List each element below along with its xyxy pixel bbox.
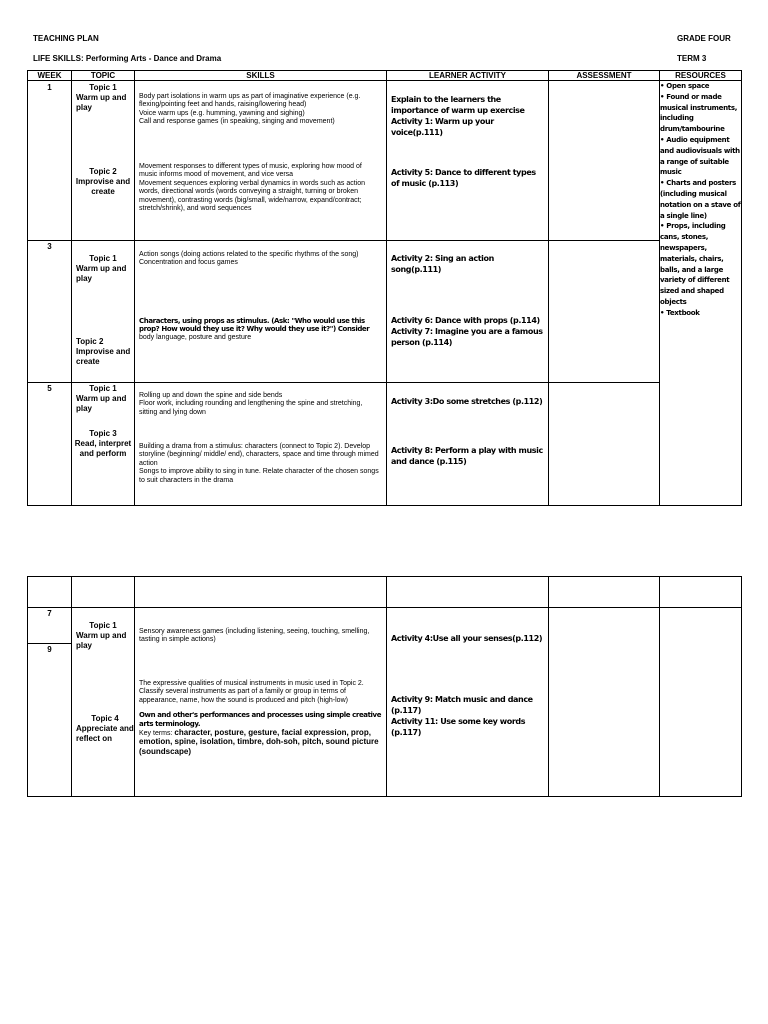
skills-cell	[135, 241, 387, 383]
topic-cell	[72, 241, 135, 383]
skills-cell	[135, 383, 387, 506]
table-row	[28, 241, 742, 383]
skills-text: body language, posture and gesture	[139, 333, 252, 341]
week-number: 1	[47, 83, 52, 92]
skills-text-bold: Own and other's performances and processes using simple creative arts terminology.	[139, 711, 382, 728]
empty-cell	[549, 577, 660, 608]
assessment-cell	[549, 608, 660, 797]
empty-cell	[660, 577, 742, 608]
subject-label: LIFE SKILLS: Performing Arts - Dance and Drama	[33, 54, 222, 63]
resource-item: • Charts and posters (including musical notation on a stave of a single line)	[660, 179, 741, 220]
skills-cell	[135, 608, 387, 797]
table-row	[28, 81, 742, 241]
activity-cell	[387, 608, 549, 797]
resource-item: • Textbook	[660, 308, 700, 317]
skills-cell	[135, 81, 387, 241]
col-header-topic: TOPIC	[72, 71, 135, 81]
empty-cell	[387, 577, 549, 608]
week-number: 3	[47, 242, 52, 251]
activity-text: Activity 9: Match music and dance (p.117) Activity 11: Use some key words (p.117)	[391, 695, 533, 737]
topic-label: Topic 1	[89, 254, 117, 263]
activity-cell	[387, 241, 549, 383]
empty-cell	[72, 577, 135, 608]
col-header-resources: RESOURCES	[660, 71, 742, 81]
resources-cell	[660, 81, 742, 506]
topic-label: Topic 1	[89, 621, 117, 630]
assessment-cell	[549, 81, 660, 241]
week-cell	[28, 81, 72, 241]
activity-text: Activity 8: Perform a play with music and dance (p.115)	[391, 446, 543, 466]
skills-text: Building a drama from a stimulus: characters (connect to Topic 2). Develop storyline (beginning/ middle/ end), characters, space and time through mimed action Songs to improve ability to sing in tune. Relate character of the chosen songs to suit characters in the drama	[139, 443, 379, 484]
col-header-assessment: ASSESSMENT	[549, 71, 660, 81]
assessment-cell	[549, 383, 660, 506]
week-number: 7	[28, 608, 71, 644]
topic-label: Topic 4	[91, 714, 119, 723]
table-header-row-empty	[28, 577, 742, 608]
topic-name: Warm up and play	[76, 264, 127, 283]
grade-label: GRADE FOUR	[677, 34, 731, 43]
keyterms-label: Key terms:	[139, 730, 173, 738]
teaching-plan-table-2	[27, 576, 742, 797]
topic-name: Warm up and play	[76, 93, 127, 112]
resources-cell-empty	[660, 608, 742, 797]
activity-text: Activity 5: Dance to different types of music (p.113)	[391, 168, 536, 188]
skills-text: Sensory awareness games (including listening, seeing, touching, smelling, tasting in simple actions)	[139, 628, 370, 644]
topic-label: Topic 2	[76, 337, 104, 346]
topic-cell	[72, 81, 135, 241]
topic-label: Topic 1	[89, 83, 117, 92]
assessment-cell	[549, 241, 660, 383]
table-header-row	[28, 71, 742, 81]
keyterms-text: character, posture, gesture, facial expression, prop, emotion, spine, isolation, timbre, doh-soh, pitch, sound picture (soundscape)	[139, 728, 379, 756]
week-number: 9	[47, 645, 52, 654]
skills-text: Rolling up and down the spine and side bends Floor work, including rounding and lengthening the spine and stretching, sitting and lying down	[139, 392, 363, 416]
table-row	[28, 383, 742, 506]
empty-cell	[28, 577, 72, 608]
doc-title: TEACHING PLAN	[33, 34, 99, 43]
activity-text: Activity 6: Dance with props (p.114) Activity 7: Imagine you are a famous person (p.114)	[391, 316, 543, 347]
skills-text: Body part isolations in warm ups as part of imaginative experience (e.g. flexing/pointing feet and hands, raising/lowering head) Voice warm ups (e.g. humming, yawning and sighing) Call and response games (in speaking, singing and movement)	[139, 93, 361, 126]
col-header-skills: SKILLS	[135, 71, 387, 81]
activity-text: Activity 4:Use all your senses(p.112)	[391, 634, 543, 643]
resource-item: • Props, including cans, stones, newspapers, materials, chairs, balls, and a large variety of different sized and shaped objects	[660, 222, 730, 306]
table-row	[28, 608, 742, 797]
teaching-plan-table	[27, 70, 742, 506]
topic-name: Improvise and create	[76, 347, 131, 366]
activity-cell	[387, 383, 549, 506]
topic-cell	[72, 608, 135, 797]
topic-name: Improvise and create	[75, 177, 131, 196]
topic-cell	[72, 383, 135, 506]
topic-label: Topic 2	[89, 167, 117, 176]
empty-cell	[135, 577, 387, 608]
topic-name: Read, interpret and perform	[74, 439, 132, 458]
topic-name: Warm up and play	[76, 631, 127, 650]
skills-text: Movement responses to different types of music, exploring how mood of music informs mood of movement, and vice versa Movement sequences exploring verbal dynamics in words such as action words, directional words (words conveying a straight, turning or broken movement), contrasting words (big/small, wide/narrow, expand/contract; stretch/shrink), and word sequences	[139, 163, 366, 213]
activity-text: Activity 2: Sing an action song(p.111)	[391, 254, 494, 274]
resource-item: • Audio equipment and audiovisuals with a range of suitable music	[660, 135, 740, 177]
week-number: 5	[47, 384, 52, 393]
skills-text: The expressive qualities of musical instruments in music used in Topic 2. Classify several instruments as part of a family or group in terms of appearance, name, how the sound is produced and pitch (high-low)	[139, 680, 364, 704]
activity-text: Explain to the learners the importance of warm up exercise Activity 1: Warm up your voice(p.111)	[391, 95, 525, 137]
skills-text-bold: Characters, using props as stimulus. (Ask: "Who would use this prop? How would they use it? Why would they use it?") Consider	[139, 317, 370, 334]
activity-text: Activity 3:Do some stretches (p.112)	[391, 397, 543, 406]
col-header-week: WEEK	[28, 71, 72, 81]
topic-label: Topic 3	[89, 429, 117, 438]
topic-name: Warm up and play	[76, 394, 127, 413]
topic-label: Topic 1	[89, 384, 117, 393]
resource-item: • Open space	[660, 82, 710, 90]
term-label: TERM 3	[677, 54, 707, 63]
skills-text: Action songs (doing actions related to the specific rhythms of the song) Concentration and focus games	[139, 251, 359, 267]
topic-name: Appreciate and reflect on	[76, 724, 134, 743]
resource-item: • Found or made musical instruments, including drum/tambourine	[660, 92, 738, 134]
week-cell	[28, 383, 72, 506]
week-cell	[28, 241, 72, 383]
week-cell	[28, 608, 72, 797]
col-header-learner-activity: LEARNER ACTIVITY	[387, 71, 549, 81]
activity-cell	[387, 81, 549, 241]
